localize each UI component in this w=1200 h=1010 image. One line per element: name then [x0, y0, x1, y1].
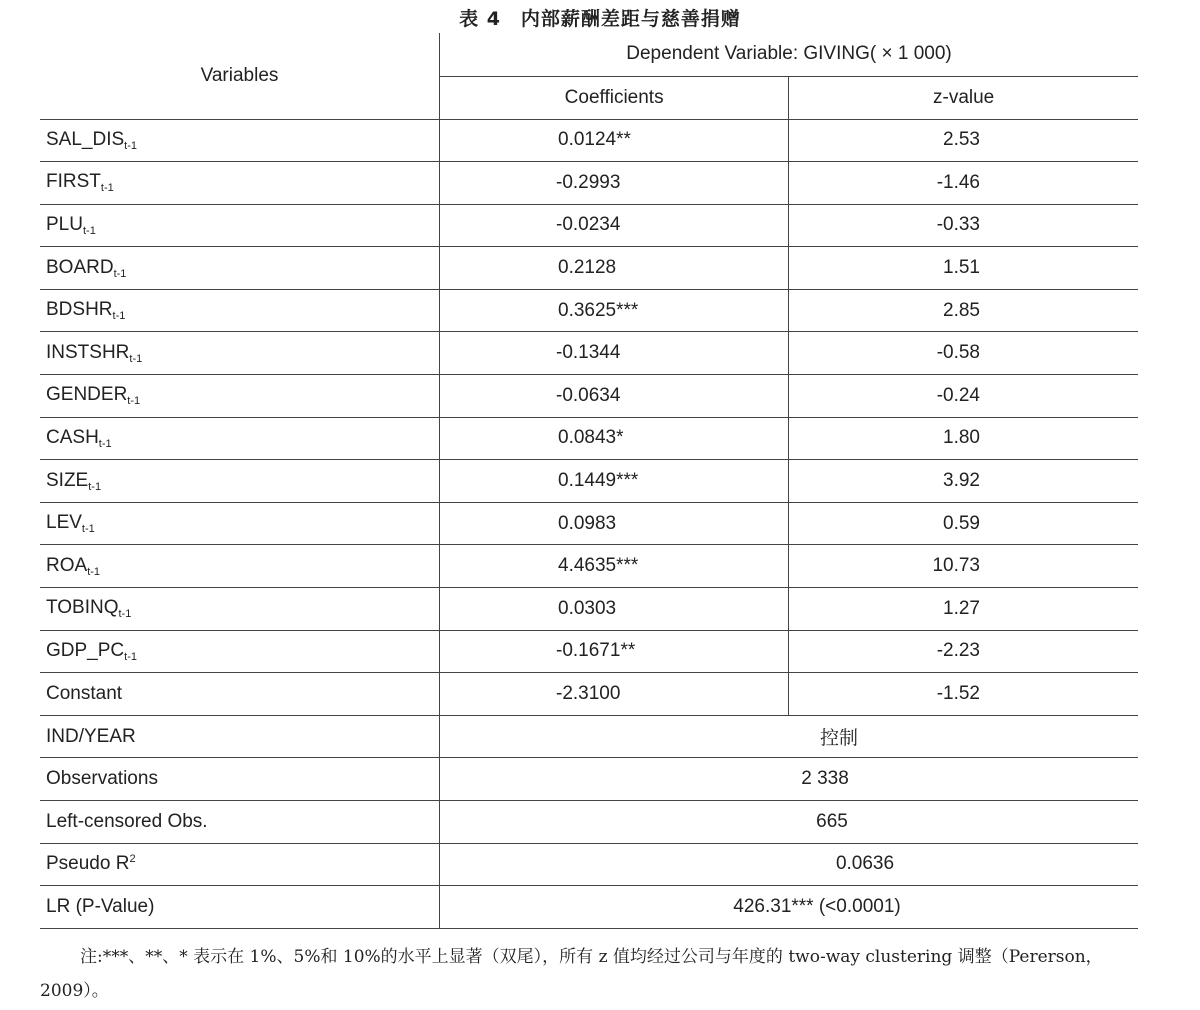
table-row: [40, 630, 1138, 673]
summary-row-observations: [40, 758, 1138, 801]
table-row: [40, 289, 1138, 332]
table-row: [40, 545, 1138, 588]
variables-header: Variables: [40, 33, 440, 119]
z-value-cell: -0.33: [789, 204, 1138, 247]
coefficient-cell: 0.1449***: [440, 460, 789, 503]
z-value-cell: 1.27: [789, 588, 1138, 631]
z-value-cell: 1.80: [789, 417, 1138, 460]
table-title: 表 4 内部薪酬差距与慈善捐赠: [459, 8, 741, 30]
variable-name: $CASH_{t-1}$: [40, 417, 440, 460]
z-value-cell: -2.23: [789, 630, 1138, 673]
coefficient-cell: 0.0843*: [440, 417, 789, 460]
variable-name: $GENDER_{t-1}$: [40, 375, 440, 418]
coefficient-cell: -0.0634: [440, 375, 789, 418]
coefficient-cell: 0.0303: [440, 588, 789, 631]
table-row: [40, 375, 1138, 418]
table-row: [40, 417, 1138, 460]
variable-name: $SIZE_{t-1}$: [40, 460, 440, 503]
z-value-cell: -1.46: [789, 162, 1138, 205]
z-value-cell: -0.58: [789, 332, 1138, 375]
z-value-cell: 3.92: [789, 460, 1138, 503]
variable-name: $ROA_{t-1}$: [40, 545, 440, 588]
summary-label: LR (P-Value): [40, 886, 440, 929]
summary-label: Left-censored Obs.: [40, 801, 440, 844]
coefficient-cell: -0.2993: [440, 162, 789, 205]
table-row: [40, 119, 1138, 162]
z-value-cell: 10.73: [789, 545, 1138, 588]
variable-name: $GDP\_PC_{t-1}$: [40, 630, 440, 673]
coefficient-cell: -0.0234: [440, 204, 789, 247]
summary-value: 控制: [440, 715, 1139, 758]
summary-row-lr: [40, 886, 1138, 929]
coefficient-cell: -0.1344: [440, 332, 789, 375]
table-row: [40, 673, 1138, 716]
variable-name: $BOARD_{t-1}$: [40, 247, 440, 290]
variable-name: $INSTSHR_{t-1}$: [40, 332, 440, 375]
summary-value: 0.0636: [440, 843, 1139, 886]
summary-value: 2 338: [440, 758, 1139, 801]
table-row: [40, 460, 1138, 503]
dependent-variable-header: Dependent Variable: GIVING( × 1 000): [440, 33, 1139, 76]
summary-row-ind-year: [40, 715, 1138, 758]
z-value-cell: 1.51: [789, 247, 1138, 290]
coefficient-cell: 0.0983: [440, 502, 789, 545]
summary-row-pseudo-r2: [40, 843, 1138, 886]
z-value-cell: 2.85: [789, 289, 1138, 332]
variable-name: $FIRST_{t-1}$: [40, 162, 440, 205]
z-value-header: z-value: [933, 86, 995, 108]
coefficient-cell: 0.0124**: [440, 119, 789, 162]
variable-name: $LEV_{t-1}$: [40, 502, 440, 545]
summary-label: IND/YEAR: [40, 715, 440, 758]
summary-label: Observations: [40, 758, 440, 801]
summary-label: Pseudo $R^2$: [40, 843, 440, 886]
summary-row-left-censored: [40, 801, 1138, 844]
z-value-cell: -0.24: [789, 375, 1138, 418]
variable-name: $BDSHR_{t-1}$: [40, 289, 440, 332]
coefficient-cell: 0.2128: [440, 247, 789, 290]
z-value-cell: 2.53: [789, 119, 1138, 162]
variable-name: $SAL\_DIS_{t-1}$: [40, 119, 440, 162]
z-value-cell: -1.52: [789, 673, 1138, 716]
coefficient-cell: -2.3100: [440, 673, 789, 716]
regression-table: [40, 33, 1138, 929]
summary-value: 426.31*** (<0.0001): [440, 886, 1139, 929]
coefficients-header: Coefficients: [440, 76, 789, 119]
coefficient-cell: 0.3625***: [440, 289, 789, 332]
table-row: [40, 162, 1138, 205]
variable-name: Constant: [40, 673, 440, 716]
variable-name: $TOBINQ_{t-1}$: [40, 588, 440, 631]
variable-name: $PLU_{t-1}$: [40, 204, 440, 247]
table-row: [40, 204, 1138, 247]
table-note: 注:***、**、* 表示在 1%、5%和 10%的水平上显著（双尾），所有 z 值均经过公司与年度的 two-way clustering 调整（Pererson，2009）。: [40, 947, 1103, 1001]
z-value-cell: 0.59: [789, 502, 1138, 545]
coefficient-cell: 4.4635***: [440, 545, 789, 588]
table-row: [40, 332, 1138, 375]
summary-value: 665: [440, 801, 1139, 844]
table-row: [40, 247, 1138, 290]
table-row: [40, 588, 1138, 631]
coefficient-cell: -0.1671**: [440, 630, 789, 673]
table-row: [40, 502, 1138, 545]
